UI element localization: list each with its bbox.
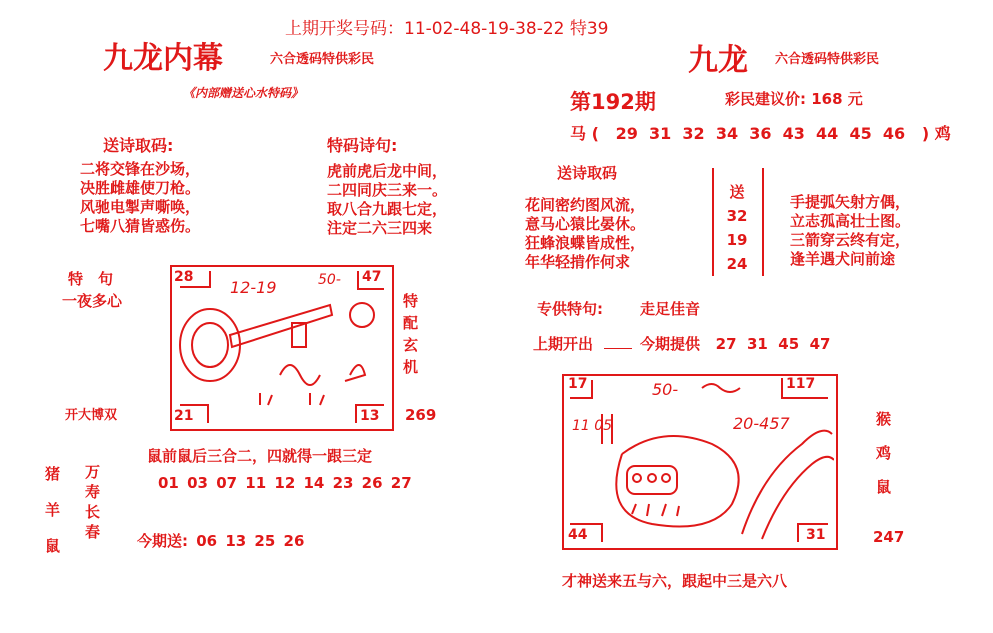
- left-poem-send: [80, 160, 200, 236]
- box-corner: 31: [806, 527, 826, 543]
- right-side-number: 247: [873, 528, 905, 546]
- side-char: 玄: [403, 336, 419, 354]
- left-subtitle: 六合透码特供彩民: [270, 52, 375, 67]
- left-poem-special: [327, 162, 447, 238]
- issue-number: 第192期: [570, 90, 656, 114]
- send-col-item: 32: [726, 207, 748, 225]
- last-open: 上期开出: [533, 335, 594, 353]
- send-col-item: 送: [729, 183, 745, 201]
- right-poem-right: [790, 193, 910, 269]
- poem-line: 年华轻掯作何求: [525, 253, 631, 271]
- box-corner: 47: [362, 269, 382, 285]
- poem-line: 二将交锋在沙场，: [80, 160, 201, 178]
- poem-line: 狂蜂浪蝶皆成性，: [525, 234, 646, 252]
- box-corner: 28: [174, 269, 194, 285]
- zodiac-char: 鼠: [876, 478, 892, 496]
- last-draw-header: 上期开奖号码：11-02-48-19-38-22 特39: [285, 19, 609, 39]
- zodiac-char: 春: [85, 523, 101, 541]
- box-corner: 13: [360, 408, 380, 424]
- left-inner-note: 《内部赠送心水特码》: [183, 86, 304, 100]
- box-corner: 117: [786, 376, 816, 392]
- poem-line: 花间密约图风流，: [525, 196, 646, 214]
- side-char: 配: [403, 314, 419, 332]
- right-poem-left: [525, 196, 645, 272]
- zodiac-col2: [85, 462, 100, 542]
- poem-line: 决胜雌雄使刀枪。: [80, 179, 201, 197]
- poem-line: 立志孤高壮士图。: [790, 212, 911, 230]
- right-bottom-text: 才神送来五与六，跟起中三是六八: [562, 572, 788, 590]
- box-corner: 44: [568, 527, 588, 543]
- this-issue: 今期提供 27 31 45 47: [640, 335, 831, 353]
- poem-line: 取八合九跟七定，: [327, 200, 448, 218]
- poem-line: 七嘴八猜皆惑伤。: [80, 217, 201, 235]
- poem-line: 虎前虎后龙中间，: [327, 162, 448, 180]
- left-sketch-illustration: [170, 265, 390, 427]
- left-special-label: 特 句: [68, 270, 114, 288]
- right-special-sentence: 走足佳音: [640, 300, 701, 318]
- side-char: 机: [403, 358, 419, 376]
- box-scribble: 11 05: [572, 418, 613, 434]
- today-send: 今期送: 06 13 25 26: [137, 532, 305, 550]
- left-poem-send-title: 送诗取码:: [103, 136, 174, 155]
- box-scribble: 50-: [318, 272, 341, 288]
- zodiac-char: 寿: [85, 483, 101, 501]
- send-col-item: 24: [726, 255, 748, 273]
- zodiac-char: 猴: [876, 410, 892, 428]
- poem-line: 三箭穿云终有定，: [790, 231, 911, 249]
- poem-line: 风驰电掣声嘶唤，: [80, 198, 201, 216]
- box-scribble: 20-457: [733, 414, 790, 433]
- poem-line: 手提弧矢射方偶，: [790, 193, 911, 211]
- right-special-label: 专供特句:: [537, 300, 603, 318]
- left-kaida: 开大博双: [65, 408, 118, 423]
- zodiac-char: 万: [85, 463, 101, 481]
- left-title: 九龙内幕: [103, 41, 223, 76]
- box-corner: 21: [174, 408, 194, 424]
- poem-line: 意马心猿比晏休。: [525, 215, 646, 233]
- poem-line: 二四同庆三来一。: [327, 181, 448, 199]
- rat-numbers: 01 03 07 11 12 14 23 26 27: [158, 474, 412, 492]
- left-special-sentence: 一夜多心: [62, 292, 123, 310]
- send-column: [720, 180, 754, 276]
- right-sketch-illustration: [562, 374, 834, 546]
- rat-text: 鼠前鼠后三合二，四就得一跟三定: [147, 447, 373, 465]
- zodiac-char: 猪: [45, 465, 61, 483]
- right-subtitle: 六合透码特供彩民: [775, 52, 880, 67]
- zodiac-char: 羊: [45, 501, 61, 519]
- price: 彩民建议价: 168 元: [725, 90, 863, 108]
- poem-line: 逢羊遇犬问前途: [790, 250, 896, 268]
- left-side-number: 269: [405, 406, 437, 424]
- right-side-zodiac: [876, 402, 891, 504]
- box-scribble: 12-19: [230, 278, 277, 297]
- box-corner: 17: [568, 376, 588, 392]
- left-poem-special-title: 特码诗句:: [327, 136, 398, 155]
- send-col-item: 19: [726, 231, 748, 249]
- box-scribble: 50-: [652, 380, 679, 399]
- right-title: 九龙: [688, 43, 748, 78]
- last-open-blank: [604, 348, 632, 349]
- zodiac-char: 鼠: [45, 537, 61, 555]
- side-char: 特: [403, 292, 419, 310]
- zodiac-char: 长: [85, 503, 101, 521]
- left-side-label: [403, 290, 418, 378]
- right-poem-send-title: 送诗取码: [557, 164, 618, 182]
- zodiac-col1: [45, 456, 60, 564]
- zodiac-char: 鸡: [876, 444, 892, 462]
- horse-row: 马 ( 29 31 32 34 36 43 44 45 46 ) 鸡: [570, 124, 951, 143]
- poem-line: 注定二六三四来: [327, 219, 433, 237]
